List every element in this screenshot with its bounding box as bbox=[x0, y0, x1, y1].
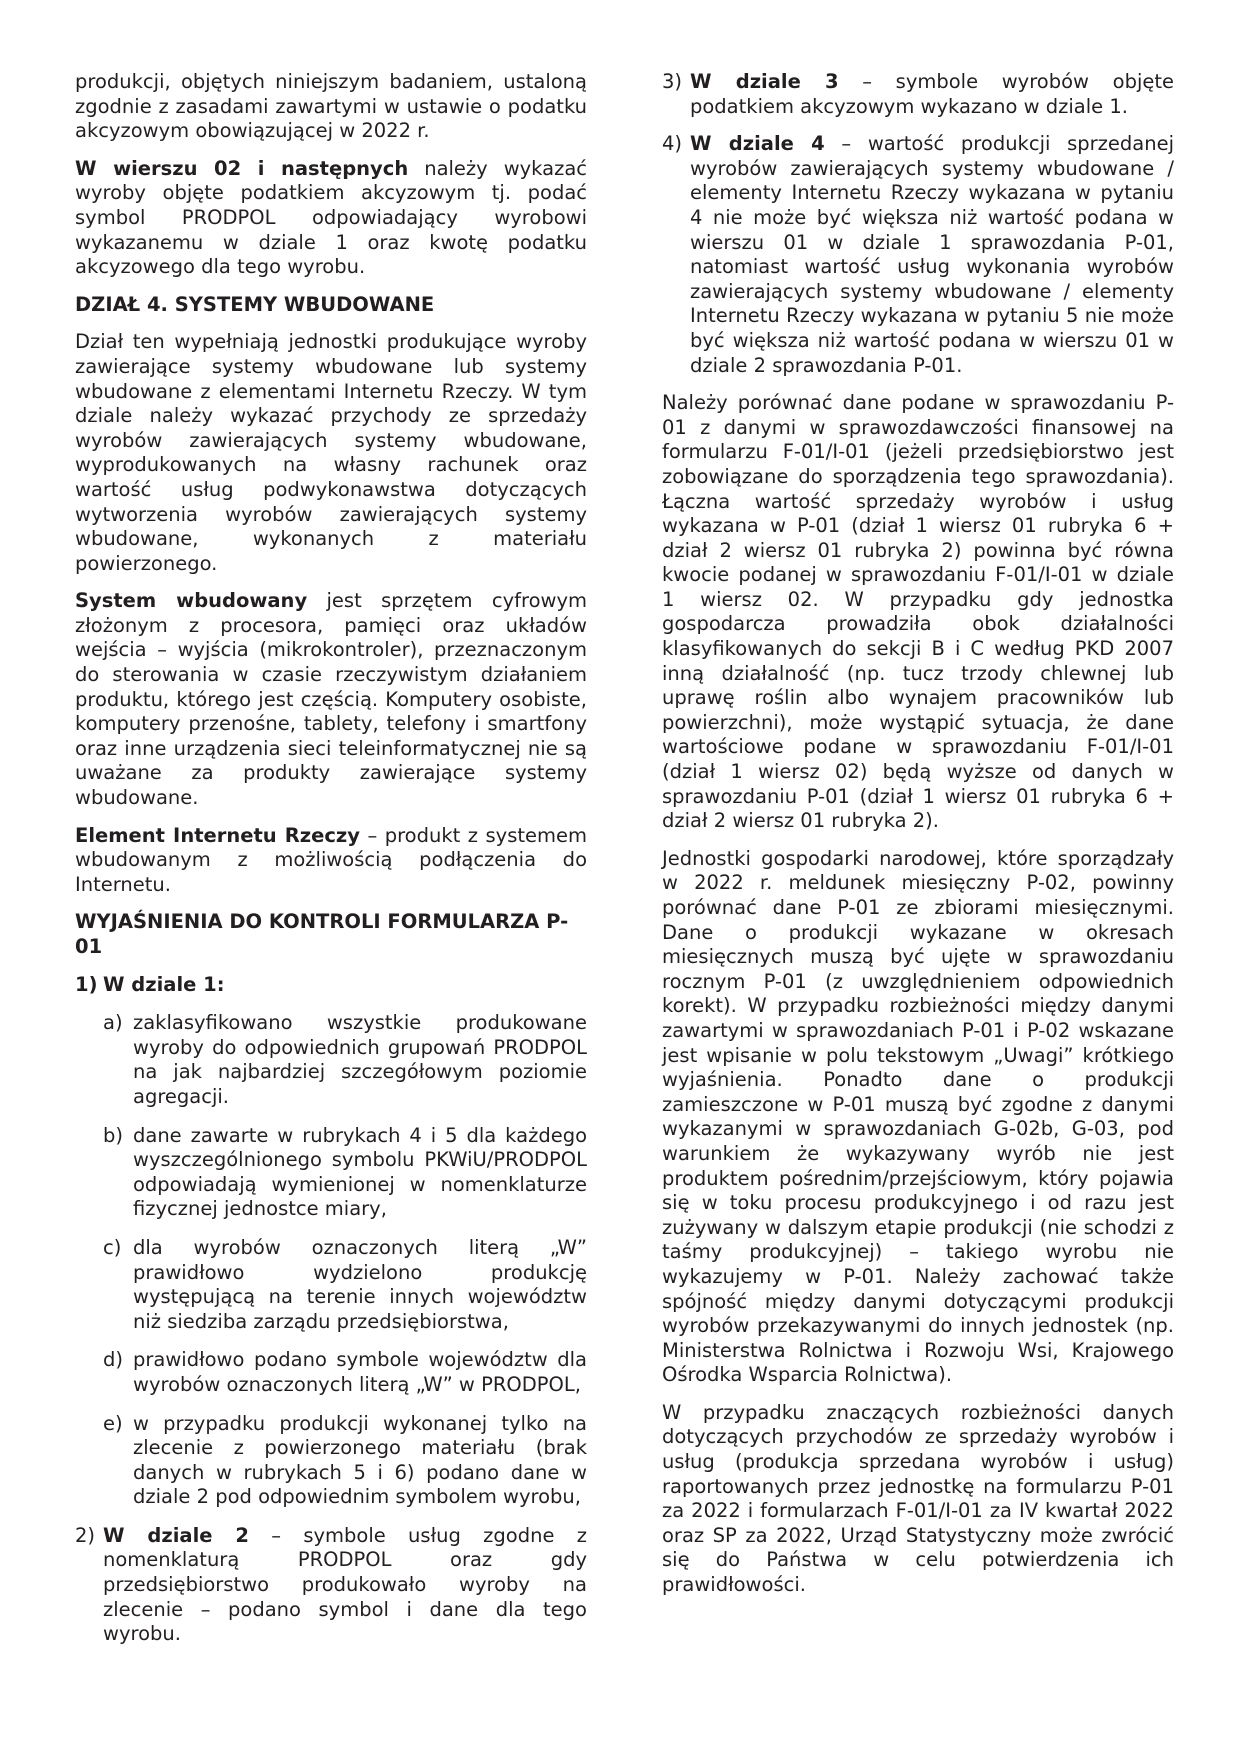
list-item bbox=[103, 1236, 587, 1334]
item3-body bbox=[690, 70, 1174, 119]
row02-text: należy wykazać wyroby objęte podatkiem akcyzowym tj. podać symbol PRODPOL odpowiadający wyrobowi wykazanemu w dziale 1 oraz kwotę podatku akcyzowego dla tego wyrobu. bbox=[75, 156, 587, 279]
row02-bold: W wierszu 02 i następnych bbox=[75, 156, 409, 180]
list-item-text: zaklasyfikowano wszystkie produkowane wyroby do odpowiednich grupowań PRODPOL na jak najbardziej szczegółowym poziomie agregacji. bbox=[133, 1011, 587, 1108]
iot-paragraph bbox=[75, 824, 587, 898]
item1-marker: 1) bbox=[75, 972, 98, 996]
item4-body bbox=[690, 132, 1174, 378]
section4-paragraph: Dział ten wypełniają jednostki produkujące wyroby zawierające systemy wbudowane lub systemy wbudowane z elementami Internetu Rzeczy. W tym dziale należy wykazać przychody ze sprzedaży wyrobów zawierających systemy wbudowane, wyprodukowanych na własny rachunek oraz wartość usług podwykonawstwa dotyczących wytworzenia wyrobów zawierających systemy wbudowane, wykonanych z materiału powierzonego. bbox=[75, 330, 587, 575]
item2-bold: W dziale 2 bbox=[103, 1523, 249, 1547]
list-item-text: dla wyrobów oznaczonych literą „W” prawidłowo wydzielono produkcję występującą na terenie innych województw niż siedziba zarządu przedsiębiorstwa, bbox=[133, 1235, 587, 1333]
list-item-marker: a) bbox=[103, 1011, 123, 1035]
item4-text: – wartość produkcji sprzedanej wyrobów zawierających systemy wbudowane / elementy Internetu Rzeczy wykazana w pytaniu 4 nie może być większa niż wartość podana w wierszu 01 w dziale 1 sprawozdania P-01, natomiast wartość usług wykonania wyrobów zawierających systemy wbudowane / elementy Internetu Rzeczy wykazana w pytaniu 5 nie może być większa niż wartość podana w wierszu 01 w dziale 2 sprawozdania P-01. bbox=[690, 132, 1174, 377]
monthly-paragraph: Jednostki gospodarki narodowej, które sporządzały w 2022 r. meldunek miesięczny P-02, powinny porównać dane P-01 ze zbiorami miesięcznymi. Dane o produkcji wykazane w okresach miesięcznych muszą być ujęte w sprawozdaniu rocznym P-01 (z uwzględnieniem odpowiednich korekt). W przypadku rozbieżności między danymi zawartymi w sprawozdaniach P-01 i P-02 wskazane jest wpisanie w polu tekstowym „Uwagi” krótkiego wyjaśnienia. Ponadto dane o produkcji zamieszczone w P-01 muszą być zgodne z danymi wykazanymi w sprawozdaniach G-02b, G-03, pod warunkiem że wykazywany wyrób nie jest produktem pośrednim/przejściowym, który pojawia się w toku procesu produkcyjnego i od razu jest zużywany w dalszym etapie produkcji (nie schodzi z taśmy produkcyjnej) – takiego wyrobu nie wykazujemy w P-01. Należy zachować także spójność między danymi dotyczącymi produkcji wyrobów przekazywanymi do innych jednostek (np. Ministerstwa Rolnictwa i Rozwoju Wsi, Krajowego Ośrodka Wsparcia Rolnictwa). bbox=[662, 846, 1174, 1387]
embedded-system-definition: jest sprzętem cyfrowym złożonym z procesora, pamięci oraz układów wejścia – wyjścia (mikrokontroler), przeznaczonym do sterowania w czasie rzeczywistym działaniem produktu, którego jest częścią. Komputery osobiste, komputery przenośne, tablety, telefony i smartfony oraz inne urządzenia sieci teleinformatycznej nie są uważane za produkty zawierające systemy wbudowane. bbox=[75, 589, 587, 810]
list-item-marker: d) bbox=[103, 1348, 123, 1372]
item4-marker: 4) bbox=[662, 132, 683, 156]
embedded-system-term: System wbudowany bbox=[75, 589, 308, 613]
list-item-text: w przypadku produkcji wykonanej tylko na zlecenie z powierzonego materiału (brak danych w rubrykach 5 i 6) podano dane w dziale 2 pod odpowiednim symbolem wyrobu, bbox=[133, 1411, 587, 1509]
section4-heading: DZIAŁ 4. SYSTEMY WBUDOWANE bbox=[75, 292, 435, 316]
row02-paragraph bbox=[75, 157, 587, 280]
item2-marker: 2) bbox=[75, 1523, 96, 1547]
item4-bold: W dziale 4 bbox=[690, 132, 825, 156]
list-item-marker: e) bbox=[103, 1411, 123, 1435]
iot-definition: – produkt z systemem wbudowanym z możliwością podłączenia do Internetu. bbox=[75, 823, 587, 896]
item1-heading bbox=[75, 973, 587, 998]
iot-term: Element Internetu Rzeczy bbox=[75, 823, 360, 847]
item2 bbox=[75, 1524, 587, 1647]
discrepancy-paragraph: W przypadku znaczących rozbieżności danych dotyczących przychodów ze sprzedaży wyrobów i usług (produkcja sprzedana wyrobów i usług) raportowanych przez jednostkę na formularzu P-01 za 2022 i formularzach F-01/I-01 za IV kwartał 2022 oraz SP za 2022, Urząd Statystyczny może zwrócić się do Państwa w celu potwierdzenia ich prawidłowości. bbox=[662, 1400, 1174, 1597]
left-column bbox=[75, 70, 587, 1660]
list-item-marker: b) bbox=[103, 1123, 123, 1147]
right-column bbox=[662, 70, 1174, 1611]
control-heading: WYJAŚNIENIA DO KONTROLI FORMULARZA P-01 bbox=[75, 910, 569, 958]
compare-paragraph: Należy porównać dane podane w sprawozdaniu P-01 z danymi w sprawozdawczości finansowej na formularzu F-01/I-01 (jeżeli przedsiębiorstwo jest zobowiązane do sporządzenia tego sprawozdania). Łączna wartość sprzedaży wyrobów i usług wykazana w P-01 (dział 1 wiersz 01 rubryka 6 + dział 2 wiersz 01 rubryka 2) powinna być równa kwocie podanej w sprawozdaniu F-01/I-01 w dziale 1 wiersz 02. W przypadku gdy jednostka gospodarcza prowadziła obok działalności klasyfikowanych do sekcji B i C według PKD 2007 inną działalność (np. tucz trzody chlewnej lub uprawę roślin albo wynajem pracowników lub powierzchni), może wystąpić sytuacja, że dane wartościowe podane w sprawozdaniu F-01/I-01 (dział 1 wiersz 02) będą wyższe od danych w sprawozdaniu P-01 (dział 1 wiersz 01 rubryka 6 + dział 2 wiersz 01 rubryka 2). bbox=[662, 391, 1174, 833]
intro-paragraph: produkcji, objętych niniejszym badaniem, ustaloną zgodnie z zasadami zawartymi w ustawie o podatku akcyzowym obowiązującej w 2022 r. bbox=[75, 70, 587, 143]
item3-bold: W dziale 3 bbox=[690, 70, 839, 93]
list-item-marker: c) bbox=[103, 1235, 122, 1259]
item4 bbox=[662, 132, 1174, 378]
item3-text: – symbole wyrobów objęte podatkiem akcyzowym wykazano w dziale 1. bbox=[690, 70, 1175, 118]
list-item-text: dane zawarte w rubrykach 4 i 5 dla każdego wyszczególnionego symbolu PKWiU/PRODPOL odpowiadają wymienionej w nomenklaturze fizycznej jednostce miary, bbox=[133, 1123, 587, 1221]
item1-label: W dziale 1: bbox=[103, 972, 225, 996]
embedded-system-paragraph bbox=[75, 589, 587, 810]
list-item bbox=[103, 1124, 587, 1222]
item2-text: – symbole usług zgodne z nomenklaturą PRODPOL oraz gdy przedsiębiorstwo produkowało wyroby na zlecenie – podano symbol i dane dla tego wyrobu. bbox=[103, 1523, 587, 1646]
list-item-text: prawidłowo podano symbole województw dla wyrobów oznaczonych literą „W” w PRODPOL, bbox=[133, 1348, 587, 1396]
list-item bbox=[103, 1412, 587, 1510]
item1-sublist bbox=[103, 1011, 587, 1510]
item2-body bbox=[103, 1524, 587, 1647]
item3-marker: 3) bbox=[662, 70, 683, 93]
list-item bbox=[103, 1011, 587, 1109]
list-item bbox=[103, 1348, 587, 1397]
item3 bbox=[662, 70, 1174, 119]
